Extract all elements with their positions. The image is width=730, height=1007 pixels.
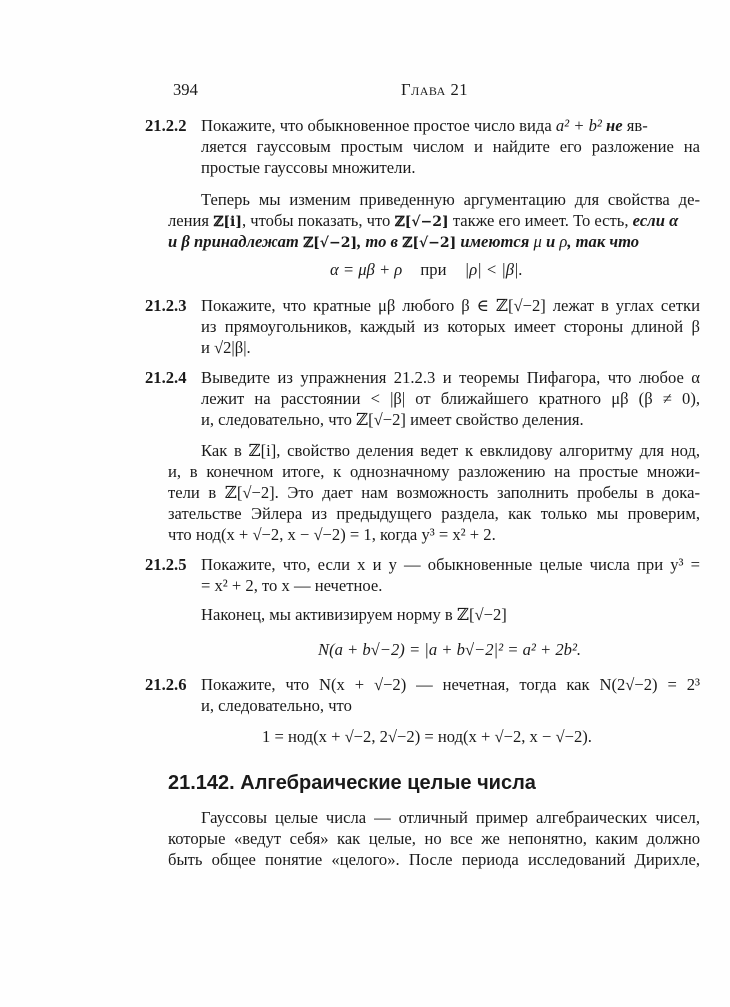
chapter-header: Глава 21: [401, 80, 469, 99]
exercise-number: 21.2.5: [145, 555, 187, 574]
section-heading: 21.142. Алгебраические целые числа: [168, 772, 536, 794]
exercise-text-line: Выведите из упражнения 21.2.3 и теоремы Пифагора, что любое α: [201, 368, 700, 387]
page-number: 394: [173, 80, 198, 99]
paragraph-line: и β принадлежат ℤ[√−2], то в ℤ[√−2] имеются μ и ρ, так что: [168, 232, 640, 251]
paragraph-line: Теперь мы изменим приведенную аргументацию для свойства де-: [201, 190, 700, 209]
exercise-text-line: Покажите, что, если x и y — обыкновенные целые числа при y³ =: [201, 555, 700, 574]
exercise-text-line: ляется гауссовым простым числом и найдите его разложение на: [201, 137, 700, 156]
paragraph-line: зательстве Эйлера из предыдущего раздела, как только мы проверим,: [168, 504, 700, 523]
paragraph-line: тели в ℤ[√−2]. Это дает нам возможность заполнить пробелы в дока-: [168, 483, 700, 502]
paragraph-line: Гауссовы целые числа — отличный пример алгебраических чисел,: [201, 808, 700, 827]
paragraph-line: которые «ведут себя» как целые, но все же непонятно, каким должно: [168, 829, 700, 848]
exercise-number: 21.2.6: [145, 675, 187, 694]
exercise-text-line: Покажите, что N(x + √−2) — нечетная, тогда как N(2√−2) = 2³: [201, 675, 700, 694]
exercise-text-line: и, следовательно, что: [201, 696, 352, 715]
exercise-text-line: простые гауссовы множители.: [201, 158, 416, 177]
exercise-number: 21.2.3: [145, 296, 187, 315]
exercise-text-line: из прямоугольников, каждый из которых имеет стороны длиной β: [201, 317, 700, 336]
exercise-number: 21.2.4: [145, 368, 187, 387]
paragraph-line: быть общее понятие «целого». После периода исследований Дирихле,: [168, 850, 700, 869]
display-formula: N(a + b√−2) = |a + b√−2|² = a² + 2b².: [318, 640, 582, 659]
exercise-text-line: и, следовательно, что ℤ[√−2] имеет свойство деления.: [201, 410, 584, 429]
exercise-text-line: = x² + 2, то x — нечетное.: [201, 576, 383, 595]
exercise-text-line: лежит на расстоянии < |β| от ближайшего кратного μβ (β ≠ 0),: [201, 389, 700, 408]
paragraph-line: Наконец, мы активизируем норму в ℤ[√−2]: [201, 605, 507, 624]
paragraph-line: и, в конечном итоге, к однозначному разложению на простые множи-: [168, 462, 700, 481]
exercise-text-line: и √2|β|.: [201, 338, 251, 357]
display-formula: 1 = нод(x + √−2, 2√−2) = нод(x + √−2, x − √−2).: [262, 727, 592, 746]
display-formula: α = μβ + ρ при |ρ| < |β|.: [330, 260, 523, 279]
paragraph-line: что нод(x + √−2, x − √−2) = 1, когда y³ = x² + 2.: [168, 525, 496, 544]
paragraph-line: Как в ℤ[i], свойство деления ведет к евклидову алгоритму для нод,: [201, 441, 700, 460]
paragraph-line: ления ℤ[i], чтобы показать, что ℤ[√−2] также его имеет. То есть, если α: [168, 211, 679, 230]
exercise-text-line: Покажите, что обыкновенное простое число вида a² + b² не яв-: [201, 116, 648, 135]
exercise-text-line: Покажите, что кратные μβ любого β ∈ ℤ[√−2] лежат в углах сетки: [201, 296, 700, 315]
exercise-number: 21.2.2: [145, 116, 187, 135]
